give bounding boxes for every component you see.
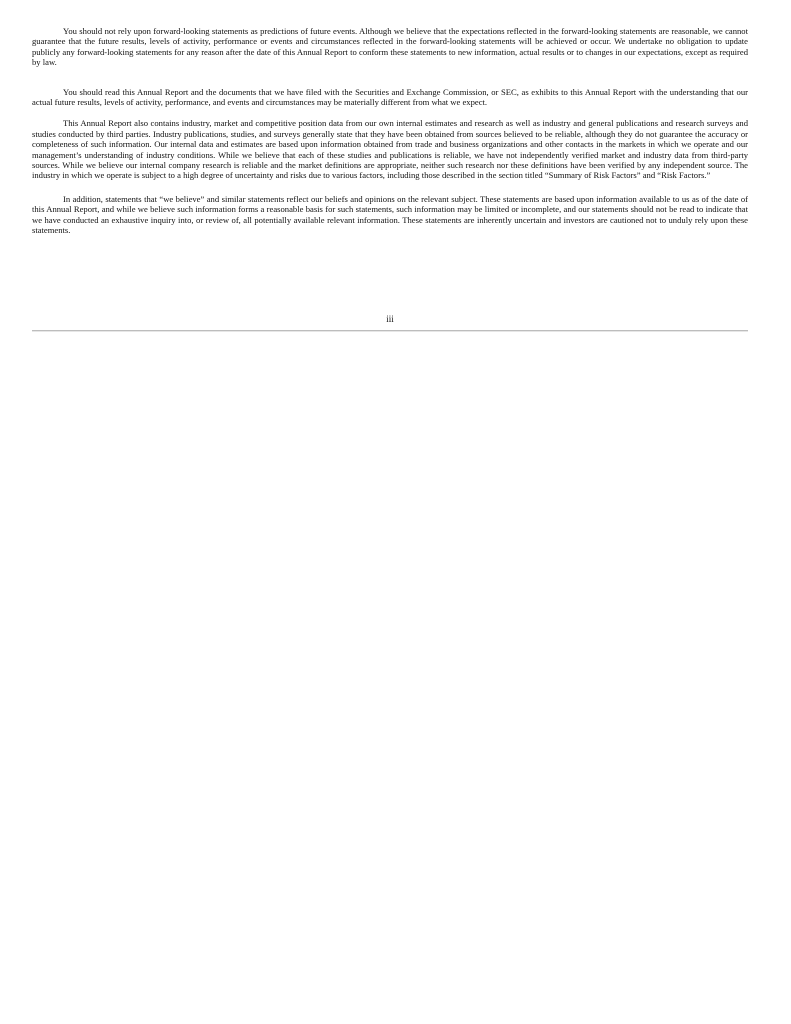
paragraph-forward-looking-statements: You should not rely upon forward-looking statements as predictions of future events. Although we believe that the expectations reflected in the forward-looking statements are reasonable, we cannot guarantee that the future results, levels of activity, performance or events and circumstances reflected in the forward-looking statements will be achieved or occur. We undertake no obligation to update publicly any forward-looking statements for any reason after the date of this Annual Report to conform these statements to new information, actual results or to changes in our expectations, except as required by law.	[32, 26, 748, 68]
page-number: iii	[386, 314, 394, 324]
paragraph-industry-market-data: This Annual Report also contains industry, market and competitive position data from our own internal estimates and research as well as industry and general publications and research surveys and studies conducted by third parties. Industry publications, studies, and surveys generally state that they have been obtained from sources believed to be reliable, although they do not guarantee the accuracy or completeness of such information. Our internal data and estimates are based upon information obtained from trade and business organizations and other contacts in the markets in which we operate and our management’s understanding of industry conditions. While we believe that each of these studies and publications is reliable, we have not independently verified market and industry data from third-party sources. While we believe our internal company research is reliable and the market definitions are appropriate, neither such research nor these definitions have been verified by any independent source. The industry in which we operate is subject to a high degree of uncertainty and risks due to various factors, including those described in the section titled “Summary of Risk Factors” and “Risk Factors.”	[32, 118, 748, 181]
document-page	[32, 26, 748, 324]
paragraph-sec-filings: You should read this Annual Report and the documents that we have filed with the Securities and Exchange Commission, or SEC, as exhibits to this Annual Report with the understanding that our actual future results, levels of activity, performance, and events and circumstances may be materially different from what we expect.	[32, 86, 748, 108]
paragraph-we-believe-statements: In addition, statements that “we believe” and similar statements reflect our beliefs and opinions on the relevant subject. These statements are based upon information available to us as of the date of this Annual Report, and while we believe such information forms a reasonable basis for such statements, such information may be limited or incomplete, and our statements should not be read to indicate that we have conducted an exhaustive inquiry into, or review of, all potentially available relevant information. These statements are inherently uncertain and investors are cautioned not to unduly rely upon these statements.	[32, 193, 748, 236]
page-divider	[32, 330, 748, 332]
